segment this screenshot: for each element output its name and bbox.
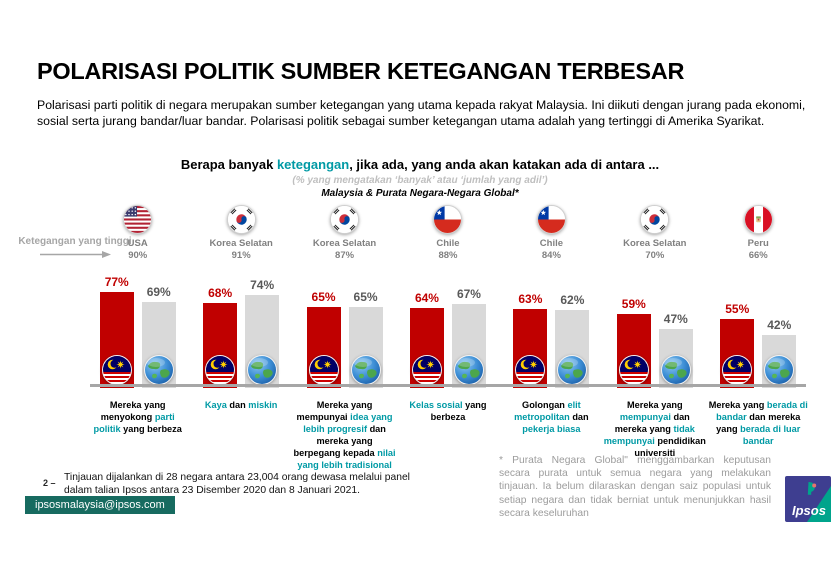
chart-series-note: Malaysia & Purata Negara-Negara Global* <box>321 188 519 199</box>
chart-subline: (% yang mengatakan ‘banyak’ atau ‘jumlah yang adil’) <box>292 175 548 186</box>
bar-pair <box>307 264 383 388</box>
country-flag-peru-icon <box>744 205 773 234</box>
chart-question <box>0 157 840 172</box>
country-percent: 84% <box>541 249 561 261</box>
category-label-segment: yang berbeza <box>430 399 487 422</box>
chart-column <box>86 205 189 471</box>
country-percent: 87% <box>335 249 355 261</box>
category-label-segment: dan mereka yang berpegang kepada <box>293 423 386 458</box>
country-flag-chile-icon <box>537 205 566 234</box>
country-flag-kr-icon <box>227 205 256 234</box>
globe-icon <box>557 355 587 385</box>
category-label-segment: mempunyai <box>619 411 671 422</box>
question-suffix: , jika ada, yang anda akan katakan ada di antara ... <box>349 157 660 172</box>
global-average-bar <box>142 302 176 388</box>
chart-columns <box>86 205 810 471</box>
global-average-value: 65% <box>353 289 378 304</box>
email-badge[interactable]: ipsosmalaysia@ipsos.com <box>25 496 175 514</box>
malaysia-value: 68% <box>208 285 233 300</box>
category-label-segment: Mereka yang <box>708 399 767 410</box>
malaysia-bar <box>617 314 651 388</box>
country-percent: 91% <box>231 249 251 261</box>
country-name: Chile <box>539 238 564 249</box>
malaysia-bar <box>513 309 547 388</box>
malaysia-bar-group <box>203 286 237 388</box>
category-label-segment: dan <box>226 399 249 410</box>
category-label-segment: Golongan <box>522 399 568 410</box>
chart-column <box>396 205 499 471</box>
global-average-footnote: * Purata Negara Global" menggambarkan keputusan secara purata untuk semua negara yang melakukan tinjauan. Ia belum dilaraskan dengan saiz populasi untuk setiap negara dan tidak berniat untuk menunjukkan hasil secara keseluruhan <box>499 455 771 519</box>
chart-column <box>603 205 706 471</box>
malaysia-flag-icon <box>619 355 649 385</box>
category-label-segment: berada di luar bandar <box>740 423 801 446</box>
category-label-segment: idea yang lebih progresif <box>303 411 393 434</box>
malaysia-bar-group <box>720 302 754 388</box>
category-label <box>205 400 278 412</box>
ipsos-logo-icon <box>785 476 831 522</box>
page-title: POLARISASI POLITIK SUMBER KETEGANGAN TERBESAR <box>37 58 685 84</box>
chart-header <box>0 157 840 199</box>
category-label-segment: dan <box>569 411 589 422</box>
country-name: Chile <box>436 238 460 249</box>
global-average-bar <box>762 335 796 388</box>
category-label-segment: Mereka yang mempunyai <box>296 399 373 422</box>
global-average-bar <box>659 329 693 388</box>
malaysia-value: 59% <box>621 296 646 311</box>
global-bar-group <box>659 312 693 388</box>
malaysia-bar <box>203 303 237 388</box>
category-label-segment: Mereka yang menyokong <box>100 399 166 422</box>
bar-pair <box>203 264 279 388</box>
globe-icon <box>144 355 174 385</box>
malaysia-bar <box>410 308 444 388</box>
global-average-value: 47% <box>663 311 688 326</box>
malaysia-value: 77% <box>104 274 129 289</box>
malaysia-flag-icon <box>102 355 132 385</box>
malaysia-flag-icon <box>309 355 339 385</box>
page-subtitle: Polarisasi parti politik di negara merupakan sumber ketegangan yang utama kepada rakyat Malaysia. Ini diikuti dengan jurang pada ekonomi, sosial serta jurang bandar/luar bandar. Polarisasi politik sebagai sumber ketegangan utama adalah yang tertinggi di Amerika Syarikat. <box>37 98 806 129</box>
category-label-segment: nilai yang lebih tradisional <box>297 447 396 470</box>
category-label <box>707 400 810 448</box>
question-highlight: ketegangan <box>276 157 350 172</box>
country-flag-usa-icon <box>123 205 152 234</box>
global-bar-group <box>555 293 589 388</box>
global-bar-group <box>349 290 383 388</box>
axis-note-label: Ketegangan yang tinggi <box>18 236 132 247</box>
malaysia-flag-icon <box>515 355 545 385</box>
bar-pair <box>100 264 176 388</box>
global-average-bar <box>245 295 279 388</box>
global-bar-group <box>452 287 486 388</box>
chart-column <box>189 205 292 471</box>
country-name: Korea Selatan <box>623 238 687 249</box>
malaysia-value: 63% <box>518 291 543 306</box>
globe-icon <box>764 355 794 385</box>
chart-column <box>293 205 396 471</box>
category-label-segment: dan mereka yang <box>716 411 801 434</box>
globe-icon <box>247 355 277 385</box>
chart-column <box>500 205 603 471</box>
malaysia-bar-group <box>307 290 341 388</box>
category-label-segment: parti politik <box>93 411 175 434</box>
malaysia-value: 55% <box>725 301 750 316</box>
category-label-segment: Kaya <box>204 399 227 410</box>
country-percent: 66% <box>748 249 768 261</box>
global-average-value: 74% <box>250 277 275 292</box>
category-label-segment: Kelas sosial <box>409 399 463 410</box>
chart-column <box>707 205 810 471</box>
malaysia-value: 65% <box>311 289 336 304</box>
category-label-segment: berada di bandar <box>716 399 808 422</box>
country-flag-kr-icon <box>330 205 359 234</box>
global-average-value: 69% <box>146 284 171 299</box>
global-average-value: 42% <box>767 317 792 332</box>
globe-icon <box>351 355 381 385</box>
category-label <box>603 400 706 460</box>
malaysia-value: 64% <box>414 290 439 305</box>
category-label-segment: pekerja biasa <box>522 423 581 434</box>
category-label-segment: tidak mempunyai <box>603 423 695 446</box>
bar-pair <box>617 264 693 388</box>
category-label <box>500 400 603 436</box>
malaysia-bar <box>307 307 341 388</box>
malaysia-flag-icon <box>722 355 752 385</box>
country-name: Peru <box>747 238 769 249</box>
country-name: Korea Selatan <box>209 238 273 249</box>
ipsos-logo-text: Ipsos <box>792 503 826 518</box>
malaysia-bar-group <box>100 275 134 388</box>
malaysia-flag-icon <box>412 355 442 385</box>
country-name: Korea Selatan <box>312 238 377 249</box>
source-note: Tinjauan dijalankan di 28 negara antara 23,004 orang dewasa melalui panel dalam talian Ipsos antara 23 Disember 2020 dan 8 Januari 2021. <box>64 472 410 496</box>
country-percent: 88% <box>438 249 458 261</box>
global-average-bar <box>555 310 589 388</box>
malaysia-bar-group <box>513 292 547 388</box>
country-percent: 70% <box>645 249 665 261</box>
chart-baseline <box>90 384 806 387</box>
country-percent: 90% <box>128 249 148 261</box>
global-average-value: 62% <box>560 292 585 307</box>
category-label <box>396 400 499 424</box>
malaysia-bar <box>100 292 134 388</box>
category-label-segment: Mereka yang <box>626 399 683 410</box>
malaysia-bar <box>720 319 754 388</box>
category-label-segment: elit metropolitan <box>514 399 581 422</box>
globe-icon <box>661 355 691 385</box>
category-label-segment: yang berbeza <box>120 423 182 434</box>
bar-pair <box>720 264 796 388</box>
page-number: 2 – <box>43 478 56 488</box>
ipsos-logo <box>785 476 831 522</box>
global-average-bar <box>452 304 486 388</box>
bar-pair <box>410 264 486 388</box>
question-prefix: Berapa banyak <box>180 157 277 172</box>
globe-icon <box>454 355 484 385</box>
global-average-bar <box>349 307 383 388</box>
bar-pair <box>513 264 589 388</box>
malaysia-flag-icon <box>205 355 235 385</box>
category-label-segment: dan mereka yang <box>614 411 690 434</box>
country-flag-chile-icon <box>433 205 462 234</box>
global-bar-group <box>245 278 279 388</box>
country-name: USA <box>127 238 148 249</box>
malaysia-bar-group <box>617 297 651 388</box>
country-flag-kr-icon <box>640 205 669 234</box>
global-bar-group <box>762 318 796 388</box>
malaysia-bar-group <box>410 291 444 388</box>
global-bar-group <box>142 285 176 388</box>
category-label-segment: pendidikan universiti <box>634 435 706 458</box>
category-label <box>293 400 396 472</box>
category-label <box>86 400 189 436</box>
category-label-segment: miskin <box>248 399 278 410</box>
global-average-value: 67% <box>456 286 481 301</box>
